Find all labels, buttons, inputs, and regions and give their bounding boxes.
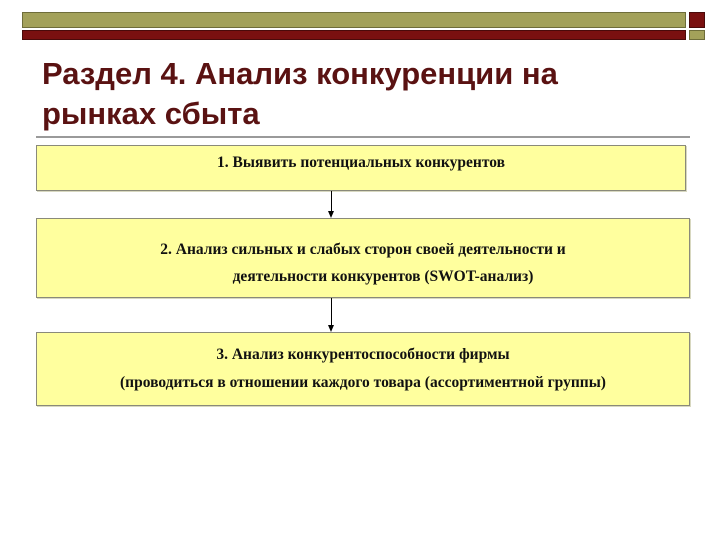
step-2-line-2: деятельности конкурентов (SWOT-анализ) bbox=[232, 268, 534, 285]
title-divider bbox=[36, 136, 690, 138]
step-1-line-1: 1. Выявить потенциальных конкурентов bbox=[217, 154, 505, 171]
step-3-line-2: (проводиться в отношении каждого товара (ассортиментной группы) bbox=[120, 374, 606, 391]
top-decor-bar bbox=[22, 12, 686, 28]
step-3-line-1: 3. Анализ конкурентоспособности фирмы bbox=[216, 346, 510, 363]
slide-title: Раздел 4. Анализ конкуренции на рынках сбыта bbox=[42, 56, 558, 131]
step-box-3 bbox=[36, 332, 690, 406]
corner-square-maroon bbox=[689, 12, 705, 28]
corner-square-olive bbox=[689, 30, 705, 40]
step-box-1 bbox=[36, 145, 686, 191]
step-2-line-1: 2. Анализ сильных и слабых сторон своей деятельности и bbox=[160, 241, 566, 258]
top-decor-strip bbox=[22, 30, 686, 40]
step-box-2 bbox=[36, 218, 690, 298]
